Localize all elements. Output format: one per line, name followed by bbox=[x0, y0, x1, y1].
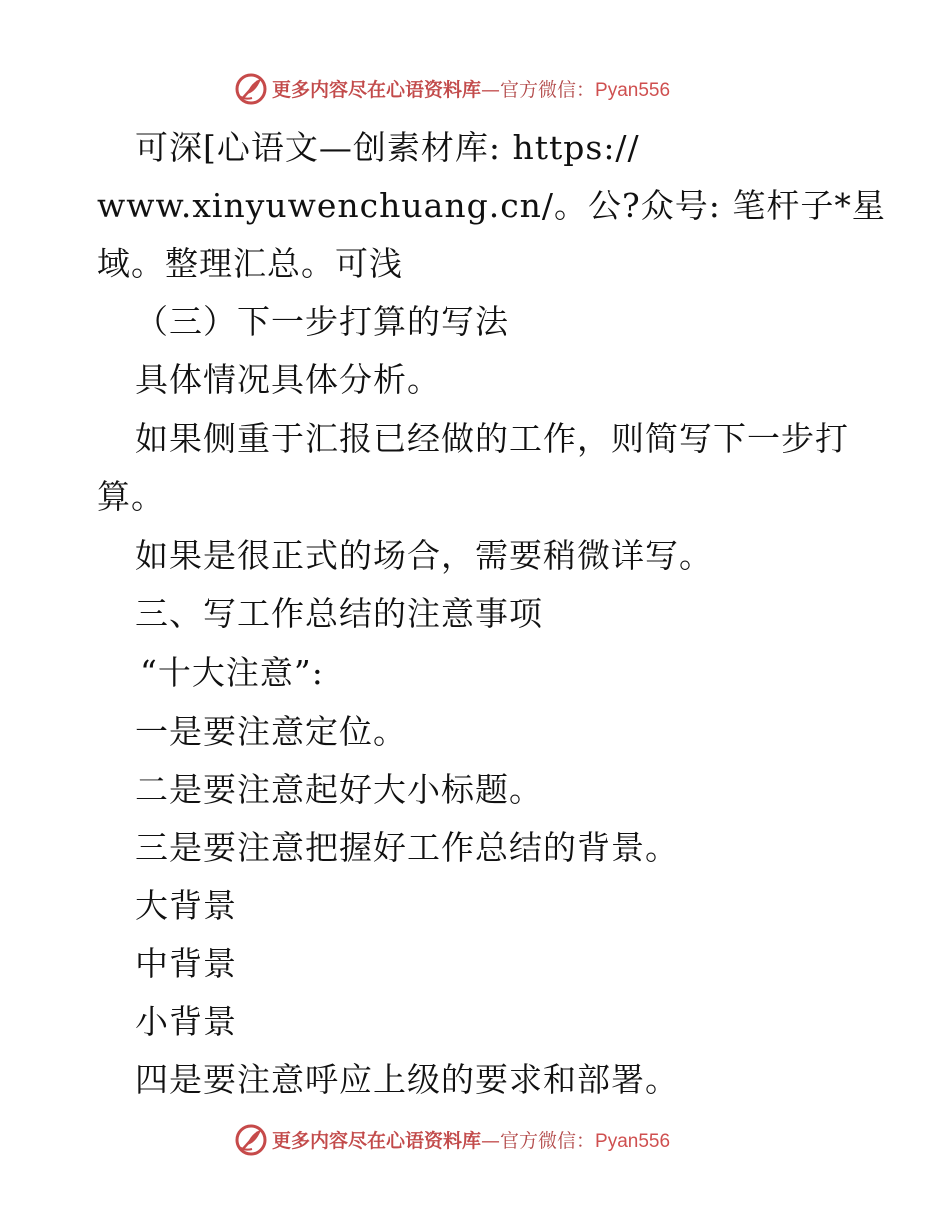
section-heading-next-plan: （三）下一步打算的写法 bbox=[135, 302, 509, 341]
body-line-17: 四是要注意呼应上级的要求和部署。 bbox=[135, 1060, 679, 1099]
header-banner-brand: 更多内容尽在心语资料库 bbox=[272, 79, 482, 101]
footer-banner-wechat-label: 官方微信 bbox=[500, 1130, 577, 1152]
body-line-14: 大背景 bbox=[135, 886, 237, 925]
body-line-12: 二是要注意起好大小标题。 bbox=[135, 770, 543, 809]
body-line-1: 可深[心语文—创素材库: https:// bbox=[135, 128, 640, 167]
body-line-10: “十大注意”: bbox=[140, 653, 324, 692]
footer-banner-separator: — bbox=[481, 1130, 501, 1152]
body-line-15: 中背景 bbox=[135, 944, 237, 983]
body-line-16: 小背景 bbox=[135, 1002, 237, 1041]
header-banner-colon: ： bbox=[576, 79, 596, 101]
footer-banner-colon: ： bbox=[576, 1130, 596, 1152]
body-line-7: 算。 bbox=[97, 477, 165, 516]
body-line-2: www.xinyuwenchuang.cn/。公?众号: 笔杆子*星 bbox=[97, 186, 886, 225]
section-heading-notes: 三、写工作总结的注意事项 bbox=[135, 594, 543, 633]
feather-logo-icon bbox=[234, 1123, 268, 1157]
header-banner-wechat-label: 官方微信 bbox=[500, 79, 577, 101]
body-line-11: 一是要注意定位。 bbox=[135, 712, 407, 751]
footer-banner-brand: 更多内容尽在心语资料库 bbox=[272, 1130, 482, 1152]
header-banner-handle: Pyan556 bbox=[595, 80, 671, 101]
footer-banner-handle: Pyan556 bbox=[595, 1131, 671, 1152]
body-line-8: 如果是很正式的场合，需要稍微详写。 bbox=[135, 536, 713, 575]
body-line-13: 三是要注意把握好工作总结的背景。 bbox=[135, 828, 679, 867]
header-banner-separator: — bbox=[481, 79, 501, 101]
body-line-5: 具体情况具体分析。 bbox=[135, 360, 441, 399]
body-line-3: 域。整理汇总。可浅 bbox=[97, 244, 403, 283]
body-line-6: 如果侧重于汇报已经做的工作，则简写下一步打 bbox=[135, 419, 849, 458]
footer-banner-text bbox=[272, 1127, 670, 1155]
footer-watermark-banner bbox=[0, 1121, 950, 1161]
